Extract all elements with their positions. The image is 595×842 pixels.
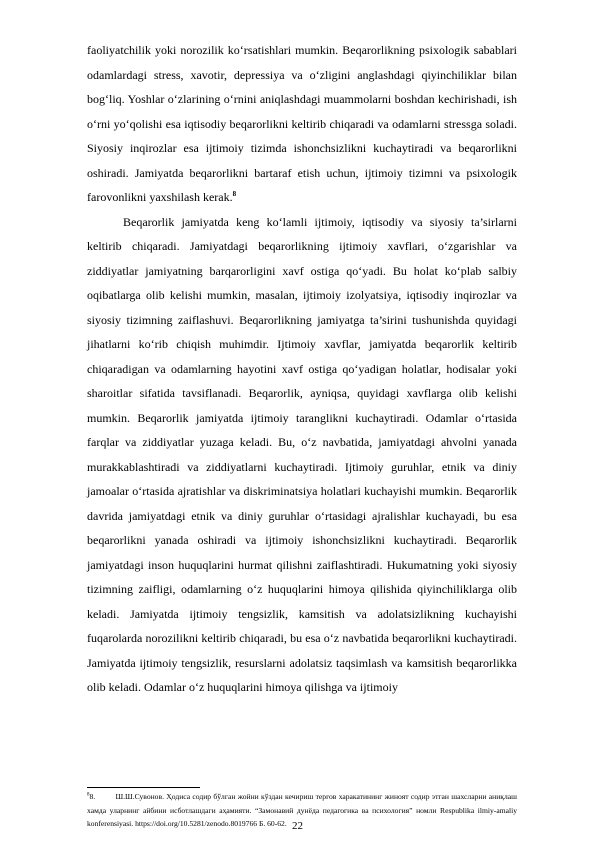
paragraph-1-text: faoliyatchilik yoki norozilik ko‘rsatishlari mumkin. Beqarorlikning psixologik sabablari odamlardagi stress, xavotir, depressiya va o‘zligini anglashdagi qiyinchiliklar bilan bog‘liq. Yoshlar o‘zlarining o‘rnini aniqlashdagi muammolarni boshdan kechirishadi, ish o‘rni yo‘qolishi esa iqtisodiy beqarorlikni keltirib chiqaradi va odamlarni stressga soladi. Siyosiy inqirozlar esa ijtimoiy tizimda ishonchsizlikni kuchaytiradi va beqarorlikni oshiradi. Jamiyatda beqarorlikni bartaraf etish uchun, ijtimoiy tizimni va psixologik farovonlikni yaxshilash kerak. <box>87 43 517 204</box>
footnote-reference[interactable]: 8 <box>232 190 237 198</box>
page-body <box>87 38 517 700</box>
footnote-text: Ш.Ш.Сувонов. Ҳодиса содир бўлган жойни кўздан кечириш тергов харакатининг жиноят содир этган шахсларни аниқлаш хамда уларнинг айбини исботлашдаги аҳамияти. “Замонавий дунёда педагогика ва психология” номли Respublika ilmiy-amaliy konferensiyasi. https://doi.org/10.5281/zenodo.8019766 Б. 60-62. <box>87 792 517 828</box>
footnote-number: 8. <box>89 792 96 801</box>
footnote-mark: 8 <box>87 792 90 798</box>
paragraph-1 <box>87 38 517 210</box>
paragraph-2: Beqarorlik jamiyatda keng ko‘lamli ijtimoiy, iqtisodiy va siyosiy ta’sirlarni keltirib chiqaradi. Jamiyatdagi beqarorlikning ijtimoiy xavflari, o‘zgarishlar va ziddiyatlar jamiyatning barqarorligini xavf ostiga qo‘yadi. Bu holat ko‘plab salbiy oqibatlarga olib kelishi mumkin, masalan, ijtimoiy izolyatsiya, iqtisodiy inqirozlar va siyosiy tizimning zaiflashuvi. Beqarorlikning jamiyatga ta’sirini tushunishda quyidagi jihatlarni ko‘rib chiqish muhimdir. Ijtimoiy xavflar, jamiyatda beqarorlik keltirib chiqaradigan va odamlarning hayotini xavf ostiga qo‘yadigan holatlar, hodisalar yoki sharoitlar sifatida tavsiflanadi. Beqarorlik, ayniqsa, quyidagi xavflarga olib kelishi mumkin. Beqarorlik jamiyatda ijtimoiy taranglikni kuchaytiradi. Odamlar o‘rtasida farqlar va ziddiyatlar yuzaga keladi. Bu, o‘z navbatida, jamiyatdagi ahvolni yanada murakkablashtiradi va ziddiyatlarni kuchaytiradi. Ijtimoiy guruhlar, etnik va diniy jamoalar o‘rtasida ajratishlar va diskriminatsiya holatlari kuchayishi mumkin. Beqarorlik davrida jamiyatdagi etnik va diniy guruhlar o‘rtasidagi ajralishlar kuchayadi, bu esa beqarorlikni yanada oshiradi va ijtimoiy ishonchsizlikni kuchaytiradi. Beqarorlik jamiyatdagi inson huquqlarini hurmat qilishni zaiflashtiradi. Hukumatning yoki siyosiy tizimning zaifligi, odamlarning o‘z huquqlarini himoya qilishida qiyinchiliklarga olib keladi. Jamiyatda ijtimoiy tengsizlik, kamsitish va adolatsizlikning kuchayishi fuqarolarda norozilikni keltirib chiqaradi, bu esa o‘z navbatida beqarorlikni kuchaytiradi. Jamiyatda ijtimoiy tengsizlik, resurslarni adolatsiz taqsimlash va kamsitish beqarorlikka olib keladi. Odamlar o‘z huquqlarini himoya qilishga va ijtimoiy <box>87 214 517 694</box>
footnote-divider <box>87 787 200 788</box>
page-number: 22 <box>292 820 303 832</box>
